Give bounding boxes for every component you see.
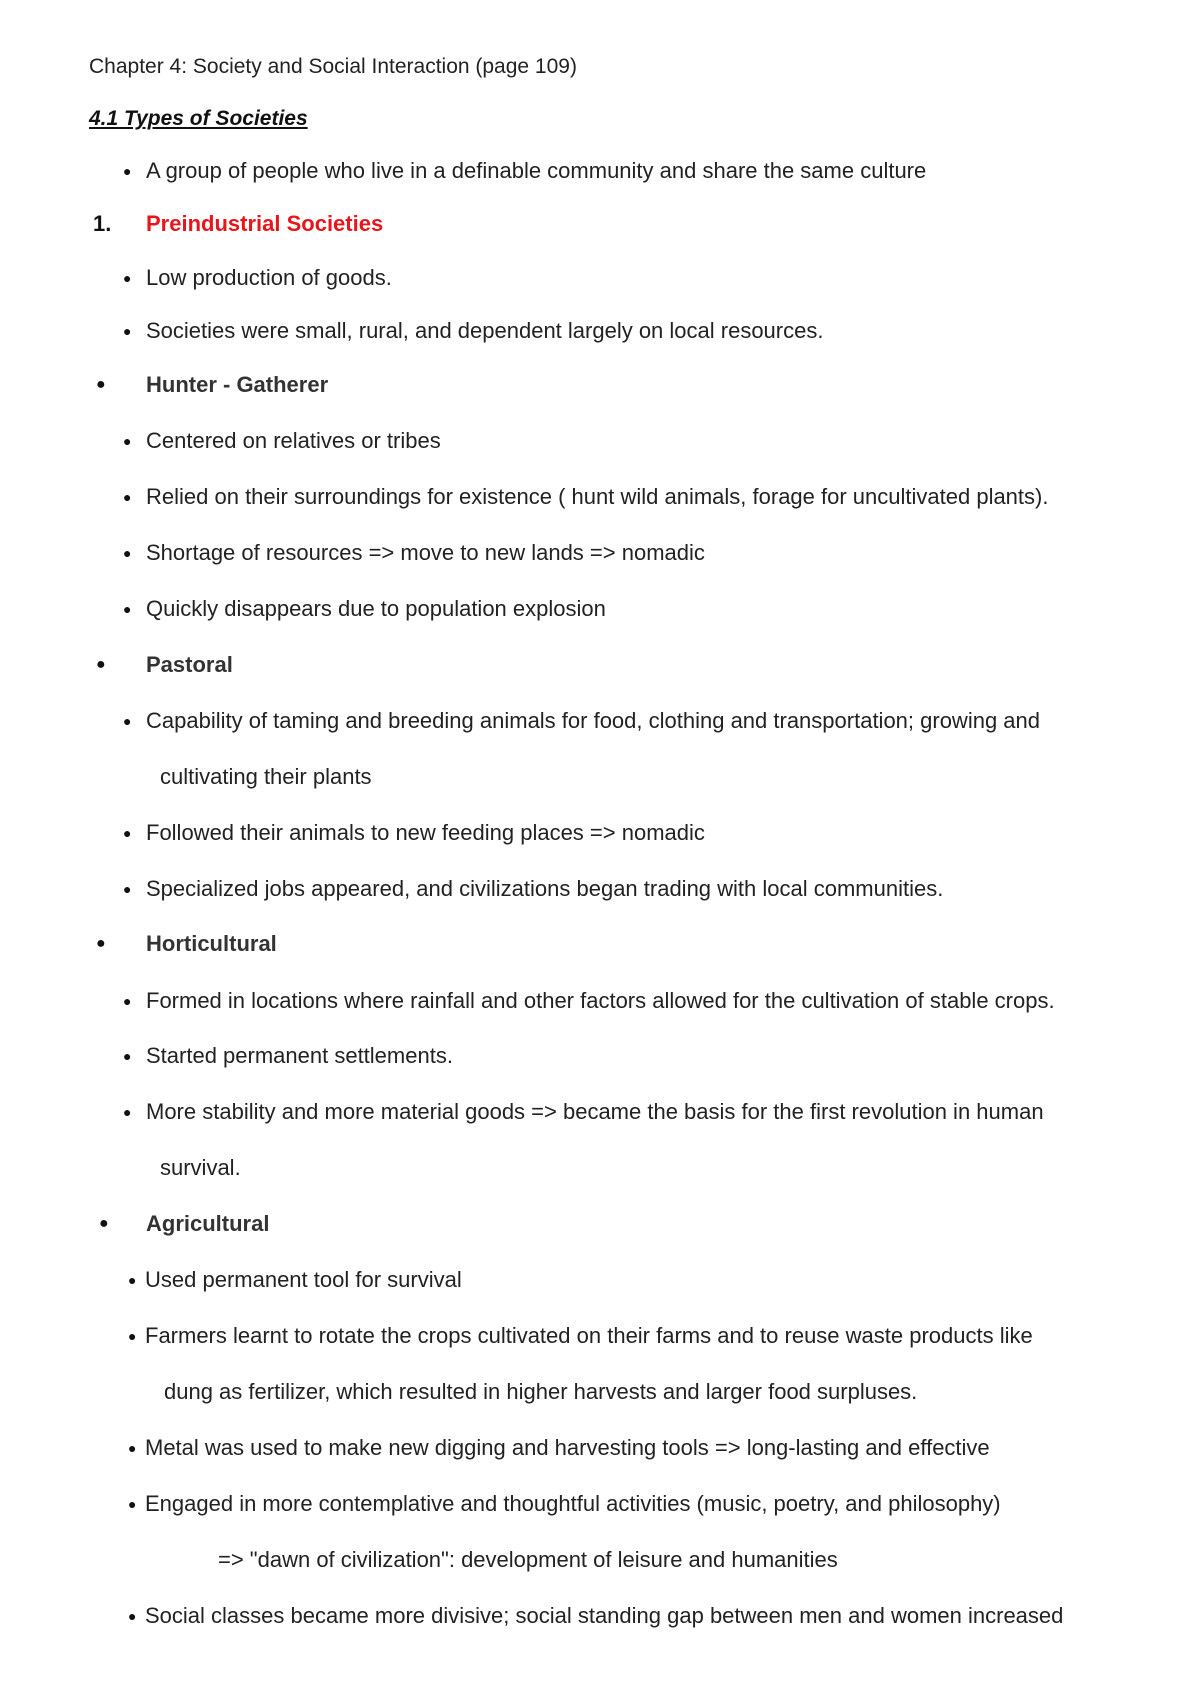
list-item: Followed their animals to new feeding places => nomadic bbox=[146, 820, 705, 845]
chapter-title: Chapter 4: Society and Social Interaction (page 109) bbox=[89, 55, 577, 78]
list-item: Specialized jobs appeared, and civilizations began trading with local communities. bbox=[146, 876, 944, 901]
bullet-icon: ● bbox=[123, 601, 132, 617]
bullet-icon: ● bbox=[123, 323, 132, 339]
bullet-icon: ● bbox=[123, 163, 132, 179]
list-item-continuation: dung as fertilizer, which resulted in higher harvests and larger food surpluses. bbox=[164, 1379, 918, 1404]
list-item-note: => "dawn of civilization": development of leisure and humanities bbox=[218, 1547, 838, 1572]
list-item: More stability and more material goods => became the basis for the first revolution in human bbox=[146, 1099, 1044, 1124]
bullet-icon: ● bbox=[128, 1608, 137, 1624]
list-item: Formed in locations where rainfall and other factors allowed for the cultivation of stable crops. bbox=[146, 988, 1055, 1013]
bullet-icon: ● bbox=[123, 713, 132, 729]
list-item: Relied on their surroundings for existence ( hunt wild animals, forage for uncultivated plants). bbox=[146, 484, 1049, 509]
bullet-icon: ● bbox=[99, 1215, 109, 1232]
list-item: Engaged in more contemplative and thoughtful activities (music, poetry, and philosophy) bbox=[145, 1491, 1001, 1516]
list-item: Social classes became more divisive; social standing gap between men and women increased bbox=[145, 1603, 1064, 1628]
list-item: Used permanent tool for survival bbox=[145, 1267, 462, 1292]
list-item: Capability of taming and breeding animals for food, clothing and transportation; growing and bbox=[146, 708, 1040, 733]
list-number: 1. bbox=[93, 211, 112, 236]
list-item: Low production of goods. bbox=[146, 265, 392, 290]
bullet-icon: ● bbox=[96, 935, 106, 952]
pastoral-heading: Pastoral bbox=[146, 652, 233, 677]
preindustrial-heading: Preindustrial Societies bbox=[146, 211, 384, 236]
bullet-icon: ● bbox=[123, 433, 132, 449]
bullet-icon: ● bbox=[123, 1104, 132, 1120]
hunter-gatherer-heading: Hunter - Gatherer bbox=[146, 372, 329, 397]
bullet-icon: ● bbox=[128, 1440, 137, 1456]
list-item-continuation: cultivating their plants bbox=[160, 764, 372, 789]
list-item: Centered on relatives or tribes bbox=[146, 428, 441, 453]
horticultural-heading: Horticultural bbox=[146, 931, 277, 956]
bullet-icon: ● bbox=[123, 993, 132, 1009]
bullet-icon: ● bbox=[123, 1048, 132, 1064]
bullet-icon: ● bbox=[123, 489, 132, 505]
bullet-icon: ● bbox=[96, 376, 106, 393]
bullet-icon: ● bbox=[128, 1328, 137, 1344]
list-item: Started permanent settlements. bbox=[146, 1043, 453, 1068]
section-title: 4.1 Types of Societies bbox=[89, 107, 308, 130]
bullet-icon: ● bbox=[123, 825, 132, 841]
bullet-icon: ● bbox=[128, 1496, 137, 1512]
bullet-icon: ● bbox=[96, 656, 106, 673]
bullet-icon: ● bbox=[123, 545, 132, 561]
bullet-icon: ● bbox=[123, 270, 132, 286]
bullet-icon: ● bbox=[123, 881, 132, 897]
list-item: Shortage of resources => move to new lands => nomadic bbox=[146, 540, 705, 565]
list-item: Societies were small, rural, and dependent largely on local resources. bbox=[146, 318, 824, 343]
list-item: Farmers learnt to rotate the crops cultivated on their farms and to reuse waste products like bbox=[145, 1323, 1033, 1348]
list-item-continuation: survival. bbox=[160, 1155, 241, 1180]
bullet-icon: ● bbox=[128, 1272, 137, 1288]
agricultural-heading: Agricultural bbox=[146, 1211, 270, 1236]
list-item: Metal was used to make new digging and harvesting tools => long-lasting and effective bbox=[145, 1435, 990, 1460]
definition-text: A group of people who live in a definable community and share the same culture bbox=[146, 158, 927, 183]
list-item: Quickly disappears due to population explosion bbox=[146, 596, 606, 621]
